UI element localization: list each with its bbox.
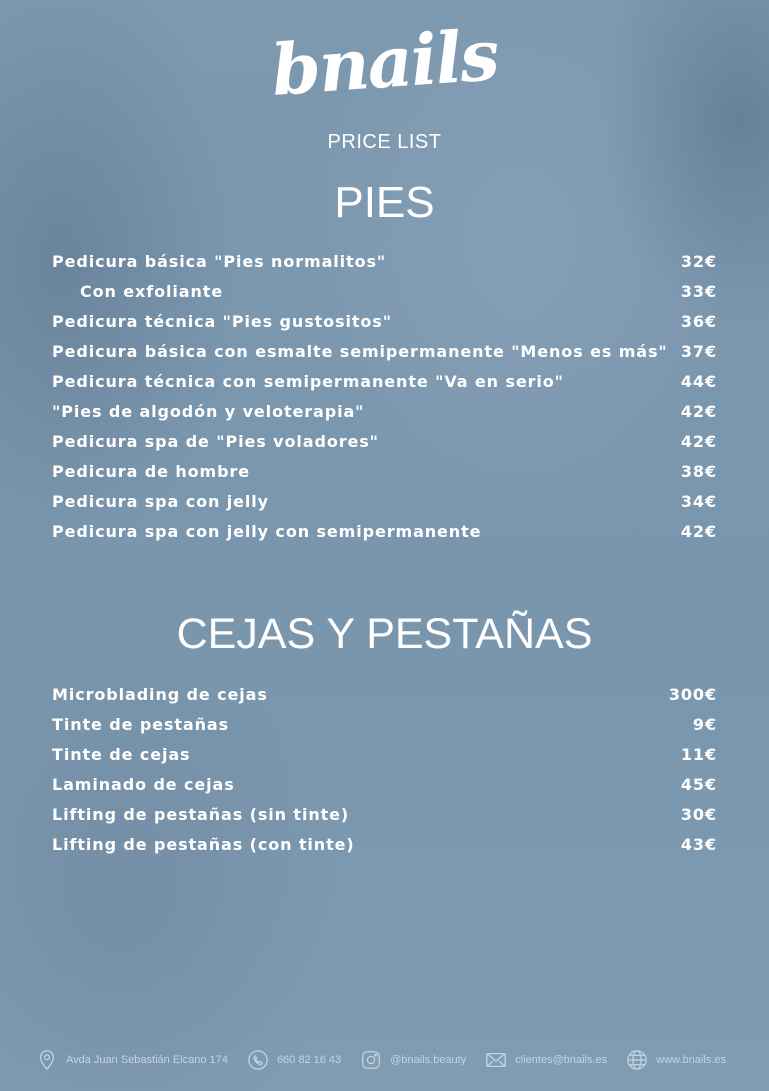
location-pin-icon xyxy=(36,1049,58,1071)
item-price: 44€ xyxy=(680,371,717,391)
item-price: 11€ xyxy=(680,744,717,764)
item-label: Laminado de cejas xyxy=(52,774,235,794)
item-label: Pedicura básica "Pies normalitos" xyxy=(52,251,387,271)
list-item xyxy=(52,516,717,546)
item-label: Pedicura básica con esmalte semipermanente "Menos es más" xyxy=(52,341,668,361)
item-price: 42€ xyxy=(680,521,717,541)
section-title-pies: PIES xyxy=(334,178,435,227)
item-price: 33€ xyxy=(680,281,717,301)
item-price: 9€ xyxy=(692,714,717,734)
list-item xyxy=(52,709,717,739)
item-label: Pedicura spa de "Pies voladores" xyxy=(52,431,379,451)
phone-icon xyxy=(247,1049,269,1071)
item-label: Pedicura spa con jelly con semipermanente xyxy=(52,521,482,541)
footer-phone[interactable] xyxy=(247,1049,341,1071)
list-item xyxy=(52,799,717,829)
item-label: Pedicura de hombre xyxy=(52,461,250,481)
price-list-pies xyxy=(52,246,717,546)
item-label: Tinte de pestañas xyxy=(52,714,230,734)
item-price: 38€ xyxy=(680,461,717,481)
contact-footer xyxy=(36,1046,726,1074)
item-label: Microblading de cejas xyxy=(52,684,268,704)
envelope-icon xyxy=(485,1049,507,1071)
list-item xyxy=(52,829,717,859)
list-item xyxy=(52,276,717,306)
item-label: "Pies de algodón y veloterapia" xyxy=(52,401,365,421)
list-item xyxy=(52,396,717,426)
footer-address xyxy=(36,1049,228,1071)
item-price: 42€ xyxy=(680,401,717,421)
footer-instagram[interactable] xyxy=(360,1049,466,1071)
list-item xyxy=(52,426,717,456)
section-title-cejas-pestanas: CEJAS Y PESTAÑAS xyxy=(176,610,593,658)
page-subtitle: PRICE LIST xyxy=(327,131,442,153)
item-price: 34€ xyxy=(680,491,717,511)
globe-icon xyxy=(626,1049,648,1071)
list-item xyxy=(52,769,717,799)
item-price: 43€ xyxy=(680,834,717,854)
item-label: Lifting de pestañas (con tinte) xyxy=(52,834,355,854)
item-label: Pedicura spa con jelly xyxy=(52,491,269,511)
list-item xyxy=(52,306,717,336)
item-label: Pedicura técnica con semipermanente "Va en serio" xyxy=(52,371,564,391)
list-item xyxy=(52,456,717,486)
item-label: Tinte de cejas xyxy=(52,744,191,764)
item-price: 30€ xyxy=(680,804,717,824)
list-item xyxy=(52,336,717,366)
item-price: 45€ xyxy=(680,774,717,794)
footer-phone-text: 660 82 16 43 xyxy=(276,1054,342,1066)
item-price: 37€ xyxy=(680,341,717,361)
item-label: Con exfoliante xyxy=(80,281,224,301)
footer-email[interactable] xyxy=(485,1049,607,1071)
footer-web-text: www.bnails.es xyxy=(656,1054,726,1066)
item-label: Pedicura técnica "Pies gustositos" xyxy=(52,311,392,331)
item-price: 36€ xyxy=(680,311,717,331)
instagram-icon xyxy=(360,1049,382,1071)
item-price: 300€ xyxy=(668,684,717,704)
item-label: Lifting de pestañas (sin tinte) xyxy=(52,804,350,824)
price-list-cejas-pestanas xyxy=(52,679,717,859)
footer-web[interactable] xyxy=(626,1049,726,1071)
list-item xyxy=(52,679,717,709)
brand-logo: bnails xyxy=(268,13,500,112)
list-item xyxy=(52,366,717,396)
list-item xyxy=(52,486,717,516)
footer-email-text: clientes@bnails.es xyxy=(515,1054,608,1066)
footer-instagram-text: @bnails.beauty xyxy=(390,1054,467,1066)
list-item xyxy=(52,246,717,276)
item-price: 32€ xyxy=(680,251,717,271)
item-price: 42€ xyxy=(680,431,717,451)
footer-address-text: Avda Juan Sebastián Elcano 174 xyxy=(66,1054,228,1066)
list-item xyxy=(52,739,717,769)
